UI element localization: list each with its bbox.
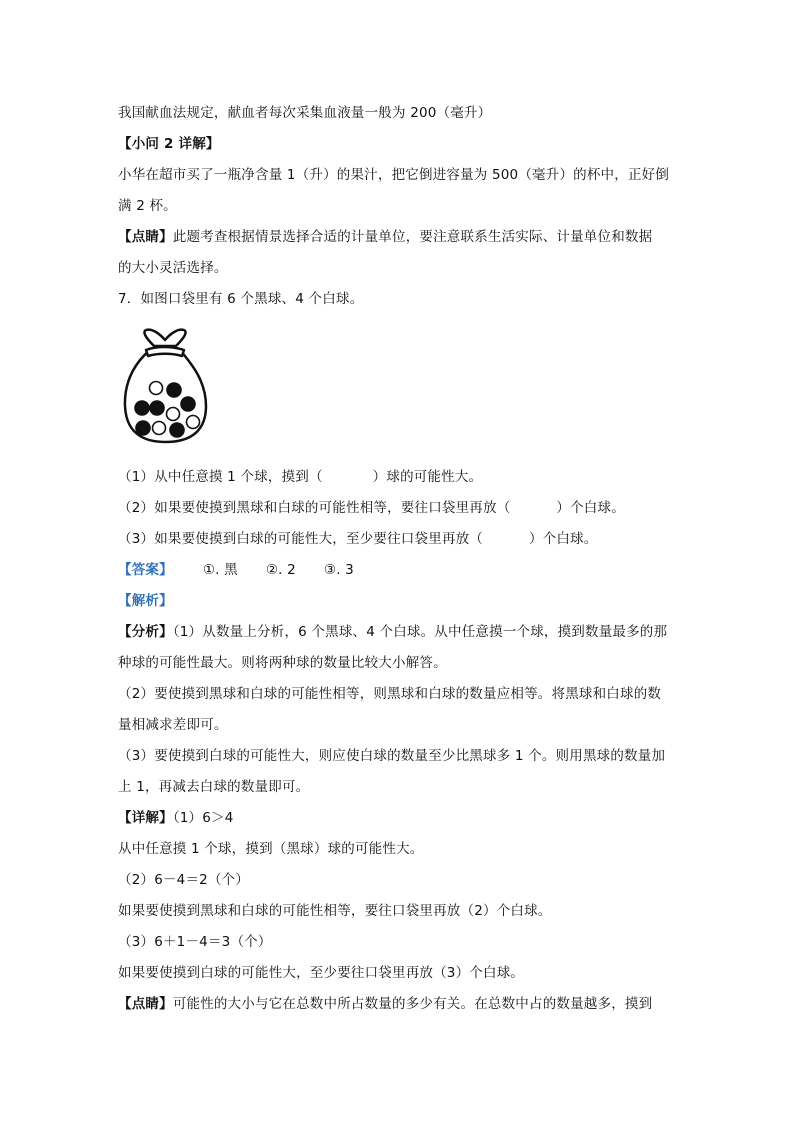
black-ball [150,401,164,415]
sub-question-1 [118,468,482,486]
text: 我国献血法规定，献血者每次采集血液量一般为 200（毫升） [118,105,492,121]
text: ）球的可能性大。 [372,469,483,485]
text-line [118,166,669,184]
black-ball [181,397,195,411]
text: 此题考查根据情景选择合适的计量单位，要注意联系生活实际、计量单位和数据 [172,229,653,245]
text-line [118,902,552,920]
tag-answer: 【答案】 [118,562,173,578]
text: （1）从中任意摸 1 个球，摸到（ [118,469,323,485]
text-line [118,228,652,246]
text: 量相减求差即可。 [118,717,228,733]
text-line [118,964,524,982]
text-line [118,840,423,858]
text: （1）6＞4 [172,810,234,826]
tag-fenxi: 【分析】 [118,624,173,640]
text: ）个白球。 [529,531,598,547]
text: 上 1，再减去白球的数量即可。 [118,779,310,795]
text: （3）要使摸到白球的可能性大，则应使白球的数量至少比黑球多 1 个。则用黑球的数量加 [118,748,666,764]
text: 满 2 杯。 [118,198,177,214]
text: ）个白球。 [556,500,625,516]
tag-dianjing: 【点睛】 [118,996,173,1012]
text: （2）要使摸到黑球和白球的可能性相等，则黑球和白球的数量应相等。将黑球和白球的数 [118,686,662,702]
text: （3）如果要使摸到白球的可能性大，至少要往口袋里再放（ [118,531,483,547]
text: （2）6－4＝2（个） [118,872,250,888]
sub-question-3 [118,530,598,548]
black-ball [167,383,181,397]
sub-question-2 [118,499,625,517]
white-ball [153,422,166,435]
text: 从中任意摸 1 个球，摸到（黑球）球的可能性大。 [118,841,424,857]
tag-xiangjie: 【详解】 [118,810,173,826]
text: 种球的可能性最大。则将两种球的数量比较大小解答。 [118,655,447,671]
text: 如果要使摸到黑球和白球的可能性相等，要往口袋里再放（2）个白球。 [118,903,552,919]
question-title [118,290,363,308]
white-ball [167,408,180,421]
tag-jiexi [118,592,173,610]
bag-neck [146,347,184,356]
answer-2: ②. 2 [265,562,296,578]
white-ball [187,416,200,429]
answer-3: ③. 3 [323,562,354,578]
text: 如果要使摸到白球的可能性大，至少要往口袋里再放（3）个白球。 [118,965,525,981]
text-line [118,716,228,734]
text: 可能性的大小与它在总数中所占数量的多少有关。在总数中占的数量越多，摸到 [172,996,653,1012]
text-line [118,654,447,672]
text: （1）从数量上分析，6 个黑球、4 个白球。从中任意摸一个球，摸到数量最多的那 [172,624,668,640]
text-line [118,259,228,277]
text: 的大小灵活选择。 [118,260,228,276]
text-line [118,685,661,703]
white-ball [150,382,163,395]
text-line [118,871,249,889]
text: 7．如图口袋里有 6 个黑球、4 个白球。 [118,291,364,307]
text: （2）如果要使摸到黑球和白球的可能性相等，要往口袋里再放（ [118,500,511,516]
text-line [118,809,234,827]
text-line [118,197,177,215]
text: （3）6＋1－4＝3（个） [118,934,272,950]
black-ball [135,401,149,415]
black-ball [170,423,184,437]
bag-knot [144,330,185,346]
section-heading [118,135,220,153]
text: 【解析】 [118,593,173,609]
tag-dianjing: 【点睛】 [118,229,173,245]
text: 小华在超市买了一瓶净含量 1（升）的果汁，把它倒进容量为 500（毫升）的杯中，正好倒 [118,167,670,183]
text-line [118,104,491,122]
bag-figure [120,326,210,448]
text-line [118,747,665,765]
text: 【小问 2 详解】 [118,136,220,152]
answer-1: ①. 黑 [202,562,238,578]
answer-line [118,561,354,579]
text-line [118,995,652,1013]
black-ball [136,421,150,435]
text-line [118,623,667,641]
text-line [118,933,272,951]
text-line [118,778,309,796]
